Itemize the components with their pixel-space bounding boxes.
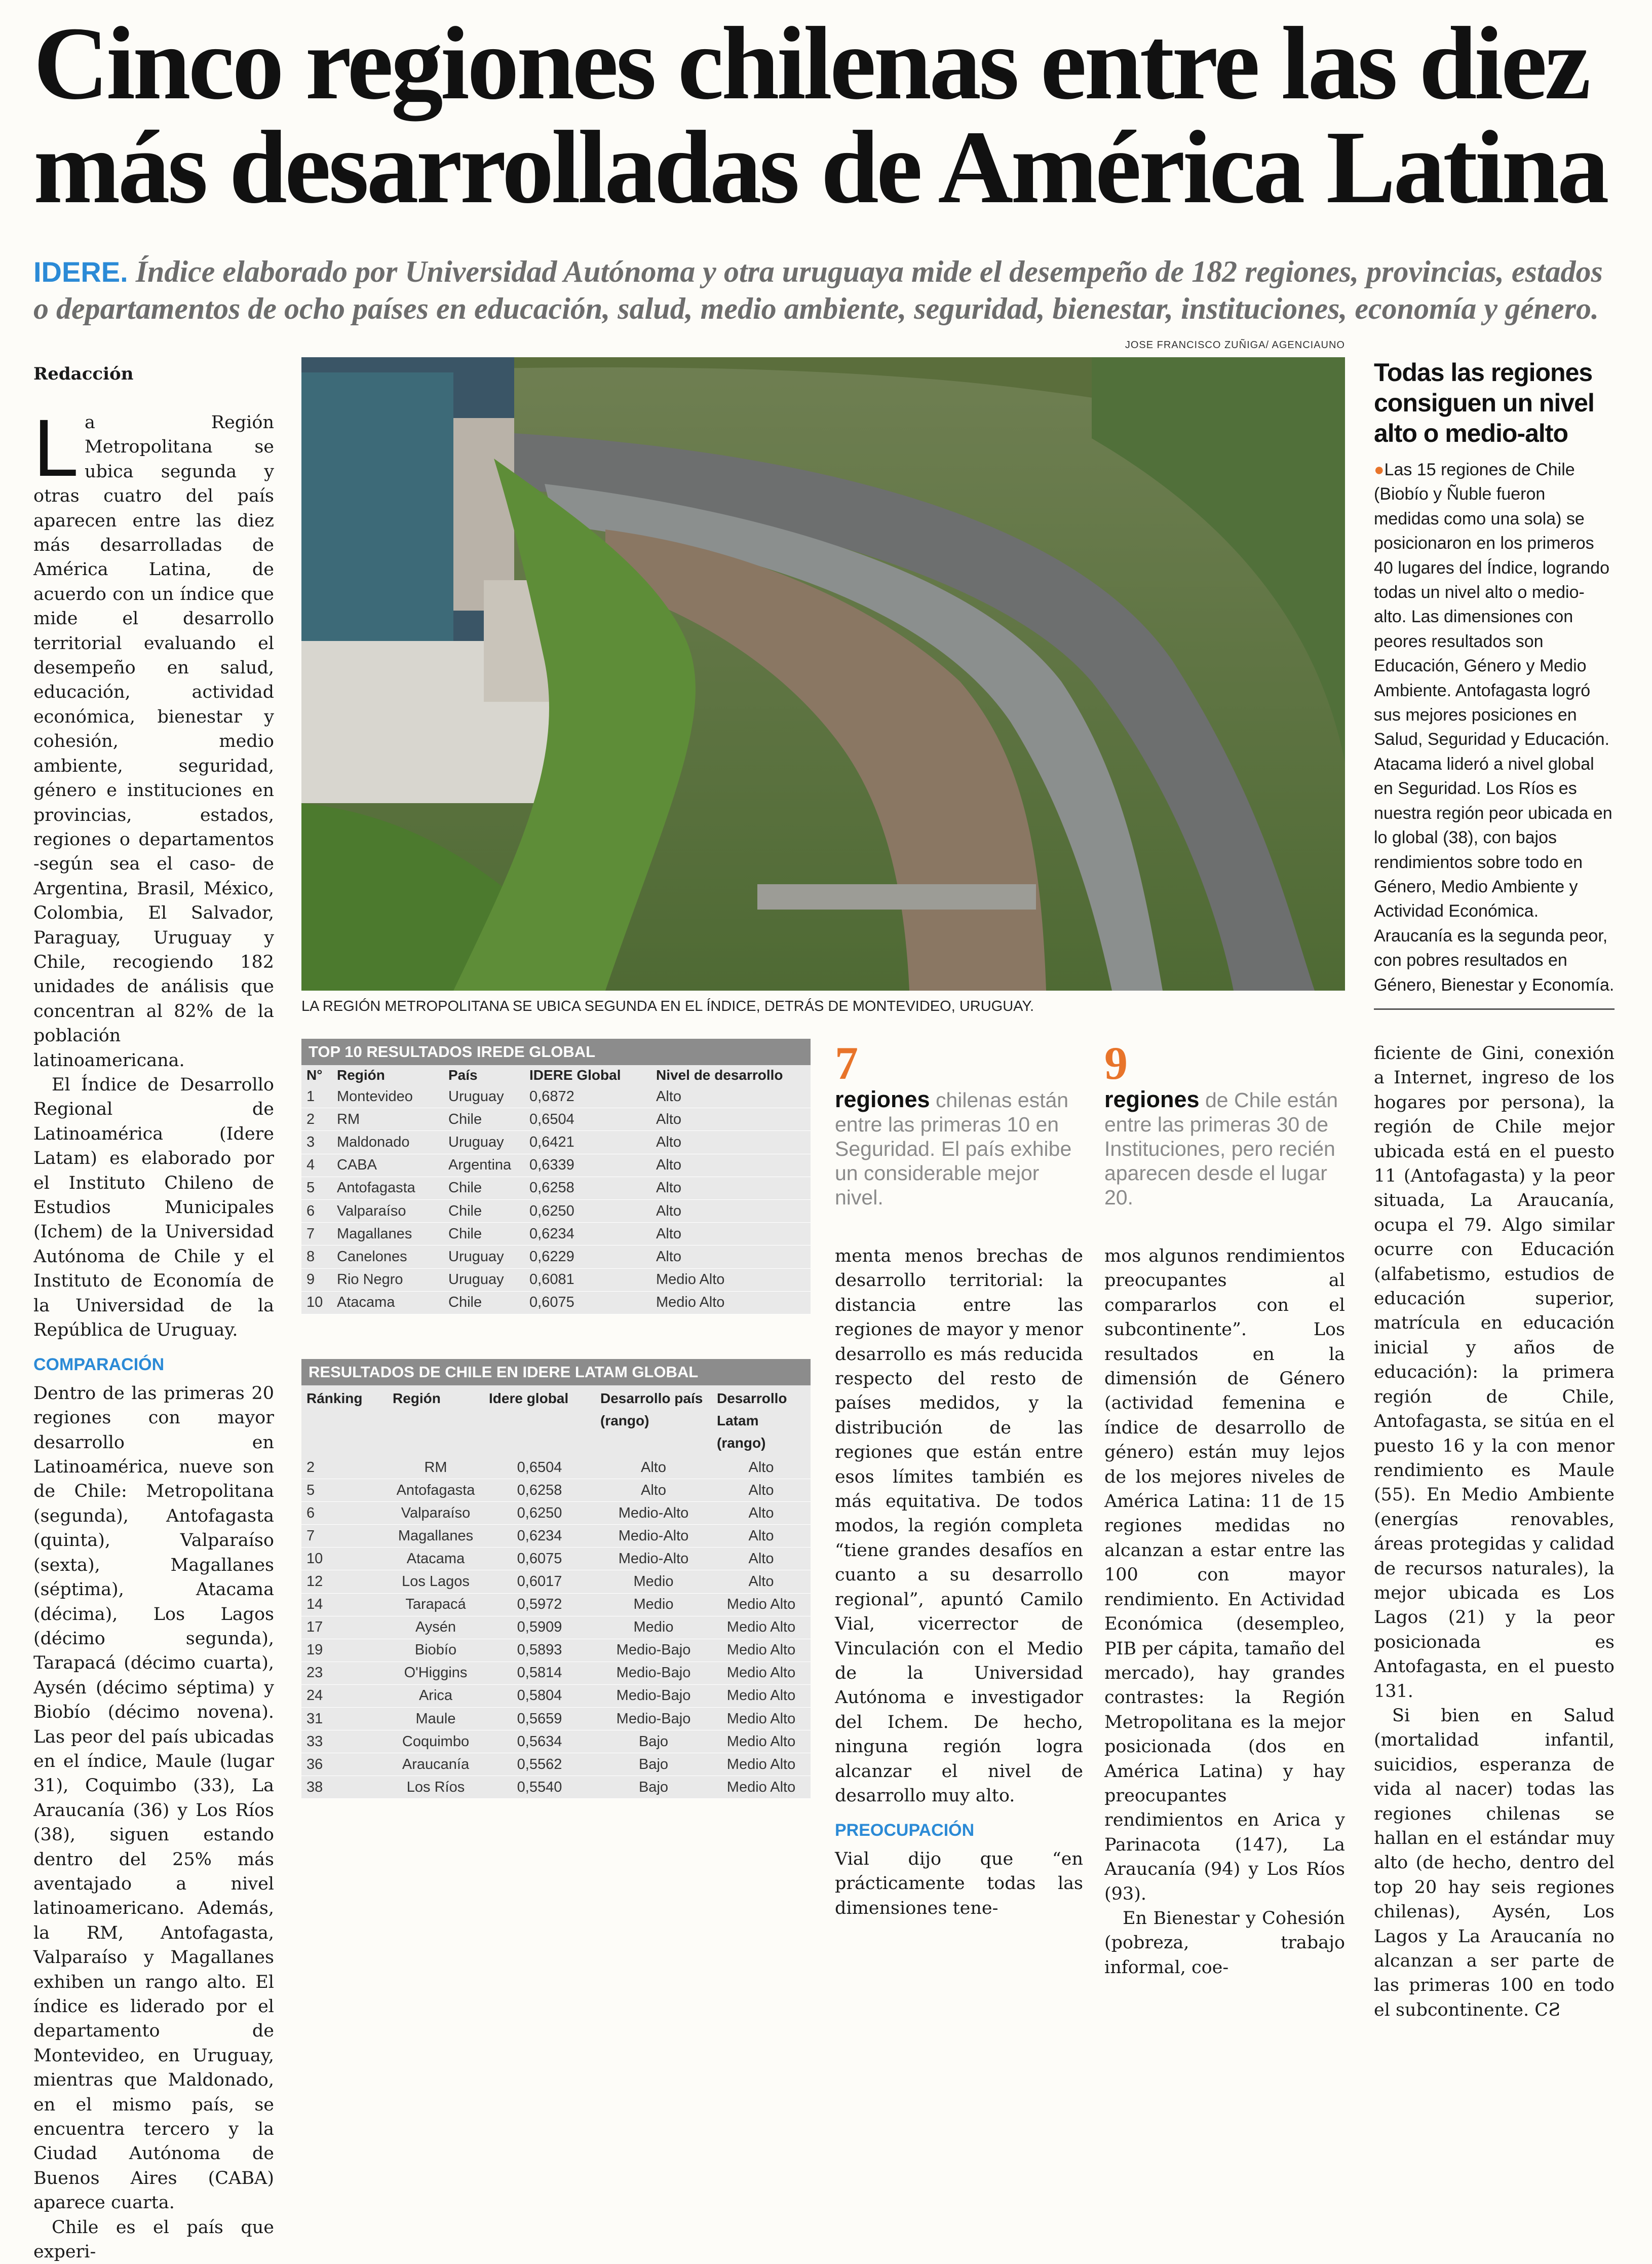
table-cell: Alto: [651, 1199, 811, 1222]
table-cell: Maule: [388, 1708, 484, 1730]
table-cell: Medio-Alto: [595, 1502, 712, 1525]
table-cell: Alto: [651, 1131, 811, 1154]
table-cell: 0,6075: [524, 1291, 651, 1314]
table-cell: Medio-Alto: [595, 1548, 712, 1570]
article-column-5: [1374, 1041, 1615, 2022]
table-cell: 0,6081: [524, 1268, 651, 1291]
table-cell: Chile: [443, 1291, 524, 1314]
top10-table: [301, 1039, 811, 1314]
table-cell: CABA: [332, 1154, 443, 1177]
table-cell: 5: [301, 1479, 388, 1502]
sidebar-title: Todas las regiones consiguen un nivel alto o medio-alto: [1374, 358, 1594, 447]
table-row: [301, 1246, 811, 1268]
table-cell: 38: [301, 1776, 388, 1799]
table-cell: Medio: [595, 1593, 712, 1616]
table-cell: RM: [332, 1108, 443, 1131]
article-paragraph: ficiente de Gini, conexión a Internet, ingreso de los hogares por persona), la región de Chile mejor ubicada está en el puesto 11 (Antofagasta) y la peor situada, La Araucanía, ocupa el 79. Algo similar ocurre con Educación (alfabetismo, estudios de educación superior, matrícula en educación inicial y años de educación): la primera región de Chile, Antofagasta, se sitúa en el puesto 16 y la con menor rendimiento es Maule (55). En Medio Ambiente (energías renovables, áreas protegidas y calidad de recursos naturales), la mejor ubicada es Los Lagos (21) y la peor posicionada es Antofagasta, en el puesto 131.: [1374, 1043, 1615, 1702]
article-paragraph: Chile es el país que experi-: [33, 2217, 274, 2262]
article-paragraph: Vial dijo que “en prácticamente todas las dimensiones tene-: [835, 1848, 1083, 1918]
table-cell: 0,6075: [484, 1548, 595, 1570]
table-cell: 0,6872: [524, 1085, 651, 1108]
table-cell: 24: [301, 1684, 388, 1707]
table-cell: 0,6258: [484, 1479, 595, 1502]
table-cell: Medio Alto: [712, 1776, 811, 1799]
table-cell: Alto: [712, 1502, 811, 1525]
headline: [33, 5, 1624, 225]
table-cell: 0,6234: [524, 1223, 651, 1246]
col-header: Ránking: [306, 1390, 363, 1406]
table-row: [301, 1525, 811, 1548]
table-cell: Alto: [712, 1456, 811, 1479]
table-cell: 4: [301, 1154, 332, 1177]
chile-results-table: [301, 1359, 811, 1799]
subhead-preocupacion: PREOCUPACIÓN: [835, 1821, 975, 1840]
table-cell: 3: [301, 1131, 332, 1154]
table-cell: Valparaíso: [388, 1502, 484, 1525]
table-cell: 19: [301, 1639, 388, 1662]
table-header-row: [301, 1065, 811, 1085]
table-row: [301, 1108, 811, 1131]
table-cell: 0,6229: [524, 1246, 651, 1268]
table-cell: 0,5562: [484, 1753, 595, 1776]
table-row: [301, 1154, 811, 1177]
table-cell: 0,6421: [524, 1131, 651, 1154]
table-row: [301, 1456, 811, 1479]
table-cell: 6: [301, 1199, 332, 1222]
table-cell: Chile: [443, 1177, 524, 1199]
table-cell: Alto: [651, 1108, 811, 1131]
table-cell: 0,6504: [524, 1108, 651, 1131]
table-row: [301, 1131, 811, 1154]
table-cell: Arica: [388, 1684, 484, 1707]
table-cell: Valparaíso: [332, 1199, 443, 1222]
table-cell: Maldonado: [332, 1131, 443, 1154]
table-row: [301, 1268, 811, 1291]
article-paragraph: La Región Metropolitana se ubica segunda y otras cuatro del país aparecen entre las diez más desarrolladas de América Latina, de acuerdo con un índice que mide el desarrollo territorial evaluando el desempeño en salud, educación, actividad económica, bienestar y cohesión, medio ambiente, seguridad, género e instituciones en provincias, estados, regiones o departamentos -según sea el caso- de Argentina, Brasil, México, Colombia, El Salvador, Paraguay, Uruguay y Chile, recogiendo 182 unidades de análisis que concentran al 82% de la población latinoamericana.: [33, 402, 274, 1071]
col-header: Idere global: [489, 1390, 569, 1406]
sidebar-text: ●Las 15 regiones de Chile (Biobío y Ñuble fueron medidas como una sola) se posicionaron en los primeros 40 lugares del Índice, logrando todas un nivel alto o medio-alto. Las dimensiones con peores resultados son Educación, Género y Medio Ambiente. Antofagasta logró sus mejores posiciones en Salud, Seguridad y Educación. Atacama lideró a nivel global en Seguridad. Los Ríos es nuestra región peor ubicada en lo global (38), con bajos rendimientos sobre todo en Género, Medio Ambiente y Actividad Económica. Araucanía es la segunda peor, con pobres resultados en Género, Bienestar y Economía.: [1374, 460, 1615, 995]
table-cell: 2: [301, 1108, 332, 1131]
stat-text: regiones de Chile están entre las primeras 30 de Instituciones, pero recién aparecen desde el lugar 20.: [1104, 1086, 1338, 1209]
table-cell: Medio Alto: [712, 1662, 811, 1684]
table-row: [301, 1085, 811, 1108]
table-row: [301, 1662, 811, 1684]
table-cell: Medio Alto: [712, 1708, 811, 1730]
table-cell: Alto: [651, 1246, 811, 1268]
table-header-row: [301, 1385, 811, 1456]
table-cell: 0,5972: [484, 1593, 595, 1616]
table-cell: Medio: [595, 1616, 712, 1639]
table-title: RESULTADOS DE CHILE EN IDERE LATAM GLOBAL: [301, 1359, 811, 1385]
article-paragraph: En Bienestar y Cohesión (pobreza, trabajo informal, coe-: [1104, 1908, 1345, 1978]
table-cell: 8: [301, 1246, 332, 1268]
table-cell: 2: [301, 1456, 388, 1479]
table-cell: Bajo: [595, 1776, 712, 1799]
stat-number: 7: [835, 1037, 858, 1089]
table-cell: 17: [301, 1616, 388, 1639]
table-cell: O'Higgins: [388, 1662, 484, 1684]
table-cell: Canelones: [332, 1246, 443, 1268]
article-paragraph: menta menos brechas de desarrollo territorial: la distancia entre las regiones de mayor y menor desarrollo es más reducida respecto del resto de países medidos, y la distribución de las regiones que están entre esos límites también es más equitativa. De todos modos, la región completa “tiene grandes desafíos en cuanto a su desarrollo regional”, apuntó Camilo Vial, vicerrector de Vinculación con el Medio de la Universidad Autónoma e investigador del Ichem. De hecho, ninguna región logra alcanzar el nivel de desarrollo muy alto.: [835, 1246, 1083, 1806]
col-header: Desarrollo Latam (rango): [717, 1390, 787, 1451]
table-cell: 5: [301, 1177, 332, 1199]
table-cell: Atacama: [332, 1291, 443, 1314]
table-cell: Uruguay: [443, 1268, 524, 1291]
table-cell: 36: [301, 1753, 388, 1776]
table-cell: Medio Alto: [712, 1684, 811, 1707]
table-cell: 0,5909: [484, 1616, 595, 1639]
table-cell: Los Ríos: [388, 1776, 484, 1799]
photo-credit: JOSE FRANCISCO ZUÑIGA/ AGENCIAUNO: [1125, 339, 1345, 351]
table-cell: 0,6504: [484, 1456, 595, 1479]
table-row: [301, 1223, 811, 1246]
table-cell: Medio Alto: [712, 1753, 811, 1776]
table-cell: Montevideo: [332, 1085, 443, 1108]
table-cell: RM: [388, 1456, 484, 1479]
table-cell: Araucanía: [388, 1753, 484, 1776]
table-cell: Los Lagos: [388, 1570, 484, 1593]
headline-line-2: más desarrolladas de América Latina: [33, 109, 1607, 225]
end-mark: CƧ: [1534, 1999, 1561, 2020]
table-cell: Medio Alto: [712, 1593, 811, 1616]
photo-caption: LA REGIÓN METROPOLITANA SE UBICA SEGUNDA EN EL ÍNDICE, DETRÁS DE MONTEVIDEO, URUGUAY.: [301, 998, 1034, 1014]
table-cell: 0,6250: [524, 1199, 651, 1222]
table-cell: 23: [301, 1662, 388, 1684]
table-row: [301, 1776, 811, 1799]
table-cell: 0,5540: [484, 1776, 595, 1799]
table-cell: Antofagasta: [332, 1177, 443, 1199]
table-cell: 10: [301, 1548, 388, 1570]
table-cell: Argentina: [443, 1154, 524, 1177]
table-row: [301, 1479, 811, 1502]
table-row: [301, 1177, 811, 1199]
table-cell: 0,5634: [484, 1730, 595, 1753]
table-cell: Alto: [651, 1154, 811, 1177]
table-row: [301, 1639, 811, 1662]
stat-number: 9: [1104, 1037, 1128, 1089]
byline: Redacción: [33, 364, 134, 384]
table-cell: Coquimbo: [388, 1730, 484, 1753]
table-cell: Medio-Bajo: [595, 1639, 712, 1662]
table-cell: Alto: [595, 1456, 712, 1479]
table-cell: Uruguay: [443, 1131, 524, 1154]
table-cell: 0,6234: [484, 1525, 595, 1548]
stat-box-seguridad: [835, 1039, 1083, 1210]
table-cell: 0,5659: [484, 1708, 595, 1730]
table-cell: 0,5814: [484, 1662, 595, 1684]
table-cell: Chile: [443, 1108, 524, 1131]
table-cell: Magallanes: [388, 1525, 484, 1548]
table-cell: Medio Alto: [651, 1268, 811, 1291]
table-cell: Alto: [595, 1479, 712, 1502]
table-cell: Medio Alto: [712, 1639, 811, 1662]
table-cell: 14: [301, 1593, 388, 1616]
col-header: País: [448, 1067, 478, 1083]
table-cell: Medio-Bajo: [595, 1684, 712, 1707]
table-cell: 31: [301, 1708, 388, 1730]
table-cell: 12: [301, 1570, 388, 1593]
table-cell: 0,6339: [524, 1154, 651, 1177]
dropcap: L: [33, 402, 79, 493]
table-cell: Alto: [712, 1570, 811, 1593]
table-cell: Uruguay: [443, 1246, 524, 1268]
article-column-1: [33, 402, 274, 2264]
table-cell: Alto: [712, 1479, 811, 1502]
headline-line-1: Cinco regiones chilenas entre las diez: [33, 5, 1589, 121]
bullet-icon: ●: [1374, 460, 1385, 479]
table-cell: Alto: [651, 1177, 811, 1199]
table-cell: Medio: [595, 1570, 712, 1593]
col-header: Nivel de desarrollo: [656, 1067, 783, 1083]
col-header: Región: [393, 1390, 441, 1406]
table-cell: 33: [301, 1730, 388, 1753]
table-cell: 7: [301, 1525, 388, 1548]
table-cell: 9: [301, 1268, 332, 1291]
table-cell: Rio Negro: [332, 1268, 443, 1291]
col-header: Región: [337, 1067, 385, 1083]
sidebar-divider: [1374, 1008, 1615, 1010]
table-cell: Medio Alto: [712, 1730, 811, 1753]
col-header: IDERE Global: [529, 1067, 621, 1083]
stat-box-instituciones: [1104, 1039, 1348, 1210]
table-row: [301, 1730, 811, 1753]
table-cell: Medio Alto: [651, 1291, 811, 1314]
table-cell: Uruguay: [443, 1085, 524, 1108]
stat-text: regiones chilenas están entre las primeras 10 en Seguridad. El país exhibe un considerable mejor nivel.: [835, 1086, 1072, 1209]
table-row: [301, 1291, 811, 1314]
table-cell: Alto: [712, 1525, 811, 1548]
table-cell: Atacama: [388, 1548, 484, 1570]
table-cell: Magallanes: [332, 1223, 443, 1246]
table-row: [301, 1684, 811, 1707]
table-row: [301, 1708, 811, 1730]
article-paragraph: El Índice de Desarrollo Regional de Latinoamérica (Idere Latam) es elaborado por el Instituto Chileno de Estudios Municipales (Ichem) de la Universidad Autónoma de Chile y el Instituto de Economía de la Universidad de la República de Uruguay.: [33, 1074, 274, 1341]
table-cell: 0,6017: [484, 1570, 595, 1593]
table-cell: 1: [301, 1085, 332, 1108]
table-cell: Aysén: [388, 1616, 484, 1639]
table-cell: 6: [301, 1502, 388, 1525]
table-cell: 0,6250: [484, 1502, 595, 1525]
table-row: [301, 1570, 811, 1593]
sidebar-box: [1374, 357, 1615, 1010]
table-row: [301, 1199, 811, 1222]
deck-kicker: IDERE.: [33, 256, 128, 288]
table-row: [301, 1753, 811, 1776]
table-cell: 10: [301, 1291, 332, 1314]
col-header: N°: [306, 1067, 323, 1083]
table-cell: Biobío: [388, 1639, 484, 1662]
table-cell: Bajo: [595, 1753, 712, 1776]
table-row: [301, 1616, 811, 1639]
article-paragraph: Dentro de las primeras 20 regiones con mayor desarrollo en Latinoamérica, nueve son de Chile: Metropolitana (segunda), Antofagasta (quinta), Valparaíso (sexta), Magallanes (séptima), Atacama (décima), Los Lagos (décimo segunda), Tarapacá (décimo cuarta), Aysén (décimo séptima) y Biobío (décimo novena). Las peor del país ubicadas en el índice, Maule (lugar 31), Coquimbo (33), La Araucanía (36) y Los Ríos (38), siguen estando dentro del 25% más aventajado a nivel latinoamericano. Además, la RM, Antofagasta, Valparaíso y Magallanes exhiben un rango alto. El índice es liderado por el departamento de Montevideo, en Uruguay, mientras que Maldonado, en el mismo país, se encuentra tercero y la Ciudad Autónoma de Buenos Aires (CABA) aparece cuarta.: [33, 1383, 274, 2213]
article-column-3: [835, 1244, 1083, 1920]
table-cell: Tarapacá: [388, 1593, 484, 1616]
table-cell: Antofagasta: [388, 1479, 484, 1502]
table-cell: Medio Alto: [712, 1616, 811, 1639]
table-cell: Medio-Bajo: [595, 1662, 712, 1684]
table-cell: Alto: [712, 1548, 811, 1570]
photo: [301, 357, 1345, 991]
table-cell: Bajo: [595, 1730, 712, 1753]
deck-text: Índice elaborado por Universidad Autónoma y otra uruguaya mide el desempeño de 182 regiones, provincias, estados o departamentos de ocho países en educación, salud, medio ambiente, seguridad, bienestar, instituciones, economía y género.: [33, 255, 1603, 325]
table-row: [301, 1548, 811, 1570]
table-cell: Medio-Bajo: [595, 1708, 712, 1730]
article-paragraph: mos algunos rendimientos preocupantes al compararlos con el subcontinente”. Los resultados en la dimensión de Género (actividad femenina e índice de desarrollo de género) están muy lejos de los mejores niveles de América Latina: 11 de 15 regiones medidas no alcanzan a estar entre las 100 con mayor rendimiento. En Actividad Económica (desempleo, PIB per cápita, tamaño del mercado), hay grandes contrastes: la Región Metropolitana es la mejor posicionada (dos en América Latina) y hay preocupantes rendimientos en Arica y Parinacota (147), La Araucanía (94) y Los Ríos (93).: [1104, 1246, 1345, 1904]
article-paragraph: Si bien en Salud (mortalidad infantil, suicidios, esperanza de vida al nacer) todas las regiones chilenas se hallan en el estándar muy alto (de hecho, dentro del top 20 hay seis regiones chilenas), Aysén, Los Lagos y La Araucanía no alcanzan a ser parte de las primeras 100 en todo el subcontinente. CƧ: [1374, 1705, 1615, 2020]
table-row: [301, 1593, 811, 1616]
table-cell: 0,6258: [524, 1177, 651, 1199]
table-cell: 0,5893: [484, 1639, 595, 1662]
deck: [33, 253, 1624, 327]
table-cell: Alto: [651, 1085, 811, 1108]
table-cell: 0,5804: [484, 1684, 595, 1707]
subhead-comparacion: COMPARACIÓN: [33, 1355, 165, 1375]
table-cell: 7: [301, 1223, 332, 1246]
table-cell: Medio-Alto: [595, 1525, 712, 1548]
table-row: [301, 1502, 811, 1525]
table-cell: Alto: [651, 1223, 811, 1246]
table-cell: Chile: [443, 1223, 524, 1246]
article-column-4: [1104, 1244, 1345, 1980]
table-title: TOP 10 RESULTADOS IREDE GLOBAL: [301, 1039, 811, 1065]
col-header: Desarrollo país (rango): [600, 1390, 703, 1428]
table-cell: Chile: [443, 1199, 524, 1222]
